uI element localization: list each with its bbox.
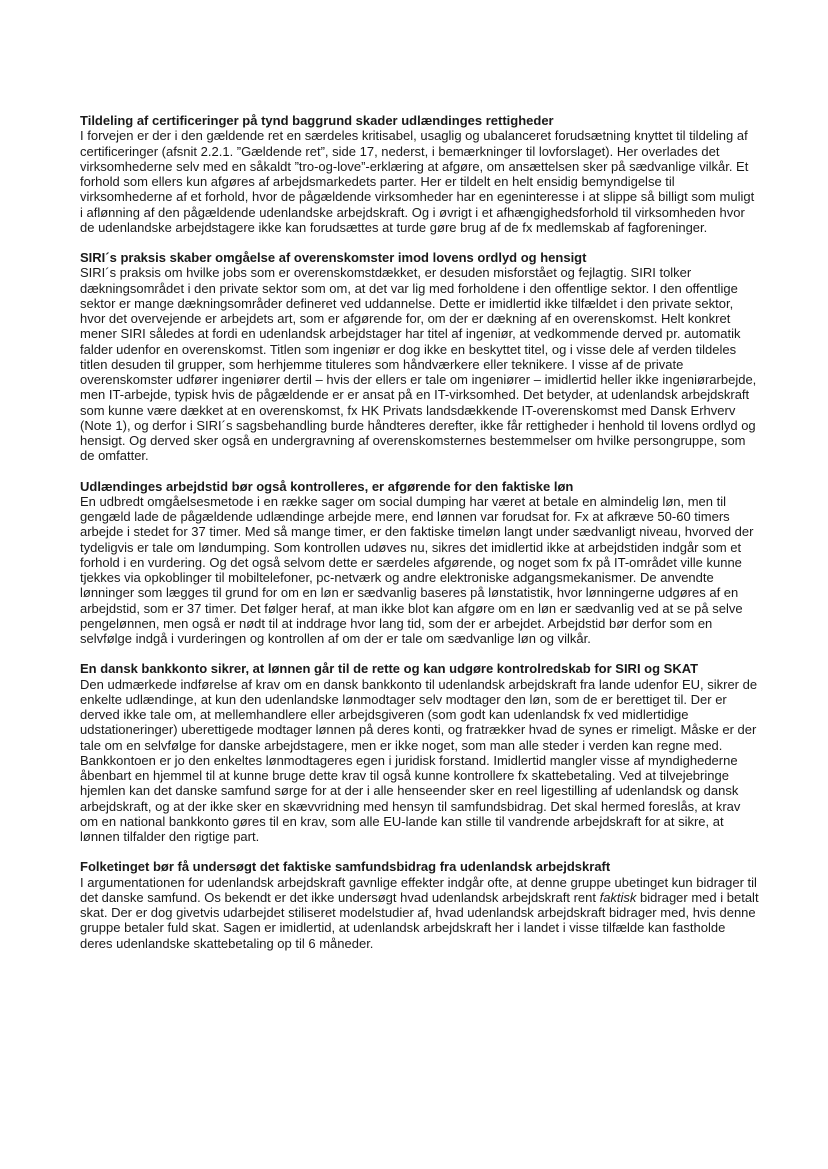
section-heading: Tildeling af certificeringer på tynd baggrund skader udlændinges rettigheder [80, 113, 554, 128]
section-samfundsbidrag [80, 859, 760, 951]
section-arbejdstid [80, 479, 760, 647]
section-heading: Folketinget bør få undersøgt det faktiske samfundsbidrag fra udenlandsk arbejdskraft [80, 859, 611, 875]
section-heading: Udlændinges arbejdstid bør også kontrolleres, er afgørende for den faktiske løn [80, 478, 574, 494]
document-page [80, 113, 760, 966]
section-body: Den udmærkede indførelse af krav om en dansk bankkonto til udenlandsk arbejdskraft fra lande udenfor EU, sikrer de enkelte udlændinge, at kun den udenlandske lønmodtager selv modtager den løn, som de er berettiget til. Der er derved ikke tale om, at mellemhandlere eller arbejdsgiveren (som godt kan udenlandsk fx ved midlertidige udstationeringer) uberettigede modtager lønnen på deres konti, og fratrækker hvad de synes er rimeligt. Måske er der tale om en selvfølge for danske arbejdstagere, men er ikke noget, som man alle steder i verden kan regne med. Bankkontoen er jo den enkeltes lønmodtageres egen i juridisk forstand. Imidlertid mangler visse af myndighederne åbenbart en hjemmel til at kunne bruge dette krav til også kunne kontrollere fx skattebetaling. Ved at tilvejebringe hjemlen kan det danske samfund sørge for at der i alle henseender sker en reel ligestilling af udenlandsk og dansk arbejdskraft, og at der ikke sker en skævvridning med hensyn til samfundsbidrag. Det skal hermed foreslås, at krav om en national bankkonto gøres til en krav, som alle EU-lande kan stille til vandrende arbejdskraft for at sikre, at lønnen tilfalder den rigtige part. [80, 676, 758, 844]
section-heading: SIRI´s praksis skaber omgåelse af overenskomster imod lovens ordlyd og hensigt [80, 250, 587, 265]
body-text-after: bidrager med i betalt skat. Der er dog givetvis udarbejdet stiliseret modelstudier af, hvad udenlandsk arbejdskraft bidrager med, hvis denne gruppe betaler fuld skat. Sagen er imidlertid, at udenlandsk arbejdskraft her i landet i visse tilfælde kan fastholde deres udenlandske skattebetaling op til 6 måneder. [80, 889, 759, 951]
section-bankkonto [80, 661, 760, 844]
body-text-emphasis: faktisk [599, 889, 637, 905]
section-heading: En dansk bankkonto sikrer, at lønnen går til de rette og kan udgøre kontrolredskab for SIRI og SKAT [80, 661, 699, 677]
section-body: I forvejen er der i den gældende ret en særdeles kritisabel, usaglig og ubalanceret forudsætning knyttet til tildeling af certificeringer (afsnit 2.2.1. ”Gældende ret”, side 17, nederst, i bemærkninger til lovforslaget). Her overlades det virksomhederne selv med en såkaldt ”tro-og-love”-erklæring at afgøre, om ansættelsen sker på sædvanlige vilkår. Et forhold som ellers kun afgøres af arbejdsmarkedets parter. Her er tildelt en helt ensidig bemyndigelse til virksomhederne af et forhold, hvor de pågældende virksomheder har en egeninteresse i at slippe så billigt som muligt i aflønning af den pågældende udenlandske arbejdskraft. Og i øvrigt i et afhængighedsforhold til virksomheden hvor de udenlandske arbejdstagere ikke kan forudsættes at turde gøre brug af de fx medlemskab af fagforeninger. [80, 128, 755, 235]
section-body [80, 875, 760, 951]
body-text-before: I argumentationen for udenlandsk arbejdskraft gavnlige effekter indgår ofte, at denne gruppe ubetinget kun bidrager til det danske samfund. Os bekendt er det ikke undersøgt hvad udenlandsk arbejdskraft rent [80, 874, 757, 905]
section-certificeringer [80, 113, 760, 235]
section-body: En udbredt omgåelsesmetode i en række sager om social dumping har været at betale en almindelig løn, men til gengæld lade de pågældende udlændinge arbejde mere, end lønnen var forudsat for. Fx at afkræve 50-60 timers arbejde i stedet for 37 timer. Med så mange timer, er den faktiske timeløn langt under sædvanligt niveau, hvorved der tydeligvis er tale om løndumping. Som kontrollen udøves nu, sikres det imidlertid ikke at arbejdstiden indgår som et forhold i en vurdering. Og det også selvom dette er særdeles afgørende, og noget som fx på IT-området ville kunne tjekkes via opkoblinger til mobiltelefoner, pc-netværk og andre elektroniske adgangsmekanismer. De anvendte lønninger som lægges til grund for om en løn er sædvanlig baseres på lønstatistik, hvor lønningerne udgøres af en arbejdstid, som er 37 timer. Det følger heraf, at man ikke blot kan afgøre om en løn er sædvanlig ved at se på selve pengelønnen, men også er nødt til at inddrage hvor lang tid, som der er arbejdet. Arbejdstid bør derfor som en selvfølge indgå i vurderingen og kontrollen af om der er tale om sædvanlige løn og vilkår. [80, 493, 754, 646]
section-body: SIRI´s praksis om hvilke jobs som er overenskomstdækket, er desuden misforstået og fejlagtig. SIRI tolker dækningsområdet i den private sektor som om, at det var lig med forholdene i den offentlige sektor. I den offentlige sektor er mange dækningsområder defineret ved uddannelse. Dette er imidlertid ikke tilfældet i den private sektor, hvor det overvejende er arbejdets art, som er afgørende for, om der er dækning af en overenskomst. Helt konkret mener SIRI således at fordi en udenlandsk arbejdstager har titel af ingeniør, at vedkommende derved pr. automatik falder udenfor en overenskomst. Titlen som ingeniør er dog ikke en beskyttet titel, og i visse dele af verden tildeles titlen desuden til grupper, som herhjemme tituleres som håndværkere eller teknikere. I visse af de private overenskomster udfører ingeniører dertil – hvis der ellers er tale om ingeniører – imidlertid heller ikke ingeniørarbejde, men IT-arbejde, typisk hvis de pågældende er er ansat på en IT-virksomhed. Det betyder, at udenlandsk arbejdskraft som kunne være dækket at en overenskomst, fx HK Privats landsdækkende IT-overenskomst med Dansk Erhverv (Note 1), og derfor i SIRI´s sagsbehandling burde håndteres derefter, ikke får rettigheder i henhold til lovens ordlyd og hensigt. Og derved sker også en undergravning af overenskomsternes bestemmelser om hvilke persongruppe, som de omfatter. [80, 265, 757, 464]
section-siri-praksis [80, 250, 760, 464]
